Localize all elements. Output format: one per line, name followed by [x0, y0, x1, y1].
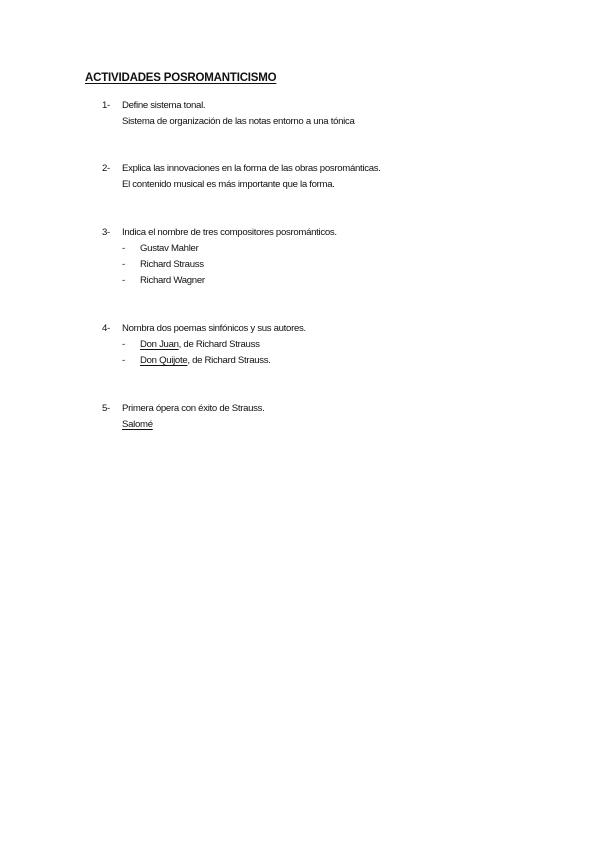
question-number: 4-: [102, 323, 110, 334]
question-row: [102, 321, 306, 337]
answer-text: El contenido musical es más importante que la forma.: [122, 179, 335, 190]
question-1: [102, 98, 355, 130]
question-3: [102, 225, 337, 289]
work-title: Don Quijote: [140, 355, 188, 366]
question-5: [102, 401, 265, 433]
question-number: 3-: [102, 227, 110, 238]
list-item: [102, 273, 337, 289]
question-text: Indica el nombre de tres compositores posrománticos.: [122, 227, 337, 238]
composer-name: Richard Wagner: [140, 275, 205, 286]
question-number: 1-: [102, 100, 110, 111]
question-row: [102, 161, 381, 177]
question-row: [102, 401, 265, 417]
question-4: [102, 321, 306, 369]
question-number: 2-: [102, 163, 110, 174]
question-text: Explica las innovaciones en la forma de las obras posrománticas.: [122, 163, 381, 174]
question-text: Define sistema tonal.: [122, 100, 206, 111]
work-title: Don Juan: [140, 339, 179, 350]
composer-name: Gustav Mahler: [140, 243, 199, 254]
answer-text: Sistema de organización de las notas entorno a una tónica: [122, 116, 355, 127]
bullet-dash: -: [122, 275, 125, 286]
question-text: Nombra dos poemas sinfónicos y sus autores.: [122, 323, 306, 334]
list-item: [102, 353, 306, 369]
list-item: [102, 241, 337, 257]
question-row: [102, 98, 355, 114]
work-author: , de Richard Strauss: [178, 339, 260, 350]
answer-text: [102, 417, 265, 433]
bullet-dash: -: [122, 339, 125, 350]
list-item: [102, 337, 306, 353]
question-row: [102, 225, 337, 241]
question-number: 5-: [102, 403, 110, 414]
question-text: Primera ópera con éxito de Strauss.: [122, 403, 265, 414]
document-title: ACTIVIDADES POSROMANTICISMO: [85, 72, 277, 84]
question-2: [102, 161, 381, 193]
bullet-dash: -: [122, 355, 125, 366]
work-author: , de Richard Strauss.: [187, 355, 271, 366]
bullet-dash: -: [122, 243, 125, 254]
opera-title: Salomé: [122, 419, 153, 430]
bullet-dash: -: [122, 259, 125, 270]
composer-name: Richard Strauss: [140, 259, 204, 270]
list-item: [102, 257, 337, 273]
